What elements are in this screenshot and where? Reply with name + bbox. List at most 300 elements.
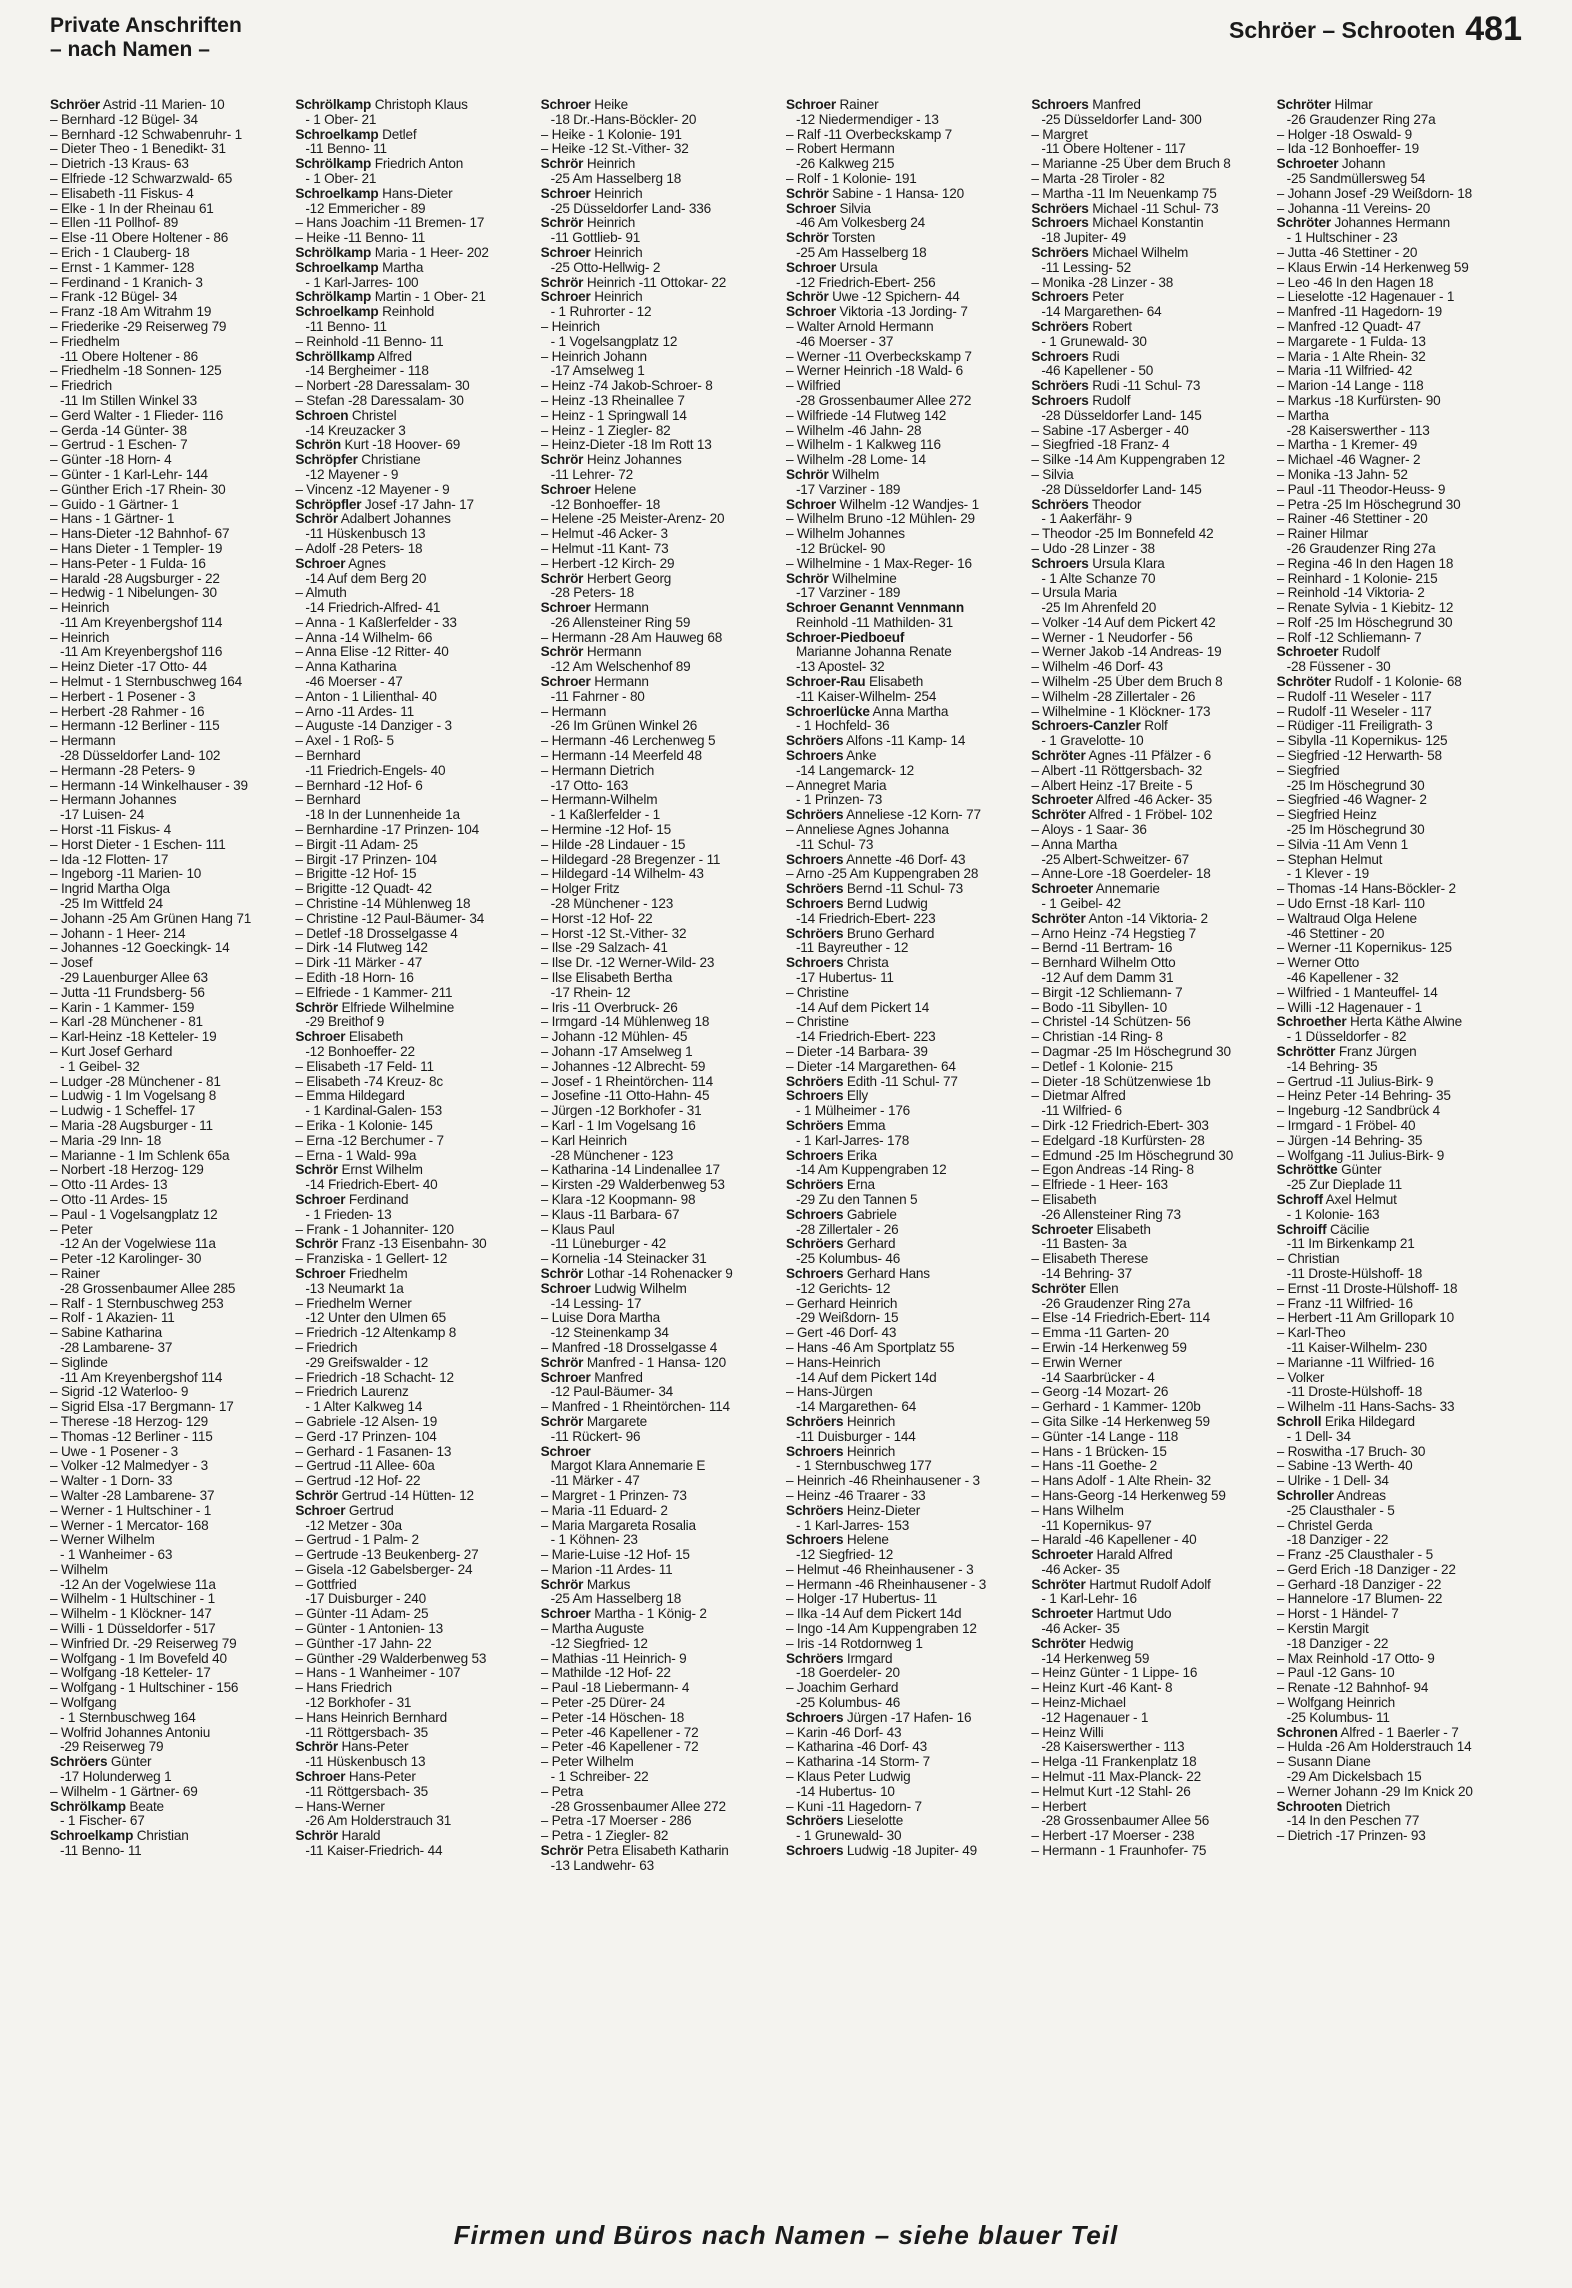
entry-details: Theodor -25 Im Bonnefeld 42 (1042, 527, 1214, 542)
entry-details: Helmut -46 Rheinhausener - 3 (796, 1562, 974, 1577)
entry-details: Rudolf -11 Weseler - 117 (1287, 704, 1432, 719)
entry-details: Leo -46 In den Hagen 18 (1287, 275, 1434, 290)
surname: Schroers (1031, 349, 1089, 364)
directory-entry (786, 572, 1030, 587)
entry-details: Peter -12 Karolinger- 30 (60, 1252, 202, 1267)
directory-entry (541, 1415, 785, 1430)
entry-details: - 1 Karl-Jarres- 178 (795, 1133, 910, 1148)
entry-details: Rainer -46 Stettiner - 20 (1287, 512, 1428, 527)
surname: Schröers (785, 808, 844, 823)
entry-details: Erika (843, 1148, 877, 1163)
directory-entry (295, 409, 539, 424)
entry-details: -12 Borkhofer - 31 (305, 1696, 412, 1711)
entry-details: Bernd Ludwig (843, 897, 928, 912)
directory-entry (541, 749, 785, 764)
entry-details: Emma Hildegard (306, 1089, 405, 1104)
directory-entry (1031, 1445, 1275, 1460)
entry-details: Erich - 1 Clauberg- 18 (60, 245, 190, 260)
directory-entry (295, 1829, 539, 1844)
directory-entry (50, 586, 294, 601)
directory-entry (786, 202, 1030, 217)
directory-entry (1277, 128, 1521, 143)
directory-entry (541, 202, 785, 217)
entry-details: Martha -11 Im Neuenkamp 75 (1042, 186, 1217, 201)
directory-entry (50, 1208, 294, 1223)
entry-details: Ulrike - 1 Dell- 34 (1287, 1474, 1389, 1489)
surname: Schröter (1031, 1636, 1086, 1651)
entry-details: Heike -12 St.-Vither- 32 (551, 142, 689, 157)
directory-entry (1031, 350, 1275, 365)
directory-entry (50, 498, 294, 513)
directory-entry (50, 897, 294, 912)
directory-column-5 (1031, 98, 1275, 2208)
entry-details: - 1 Sternbuschweg 164 (60, 1710, 196, 1725)
entry-details: Heinz Günter - 1 Lippe- 16 (1042, 1666, 1198, 1681)
entry-details: -11 Im Stillen Winkel 33 (60, 393, 197, 408)
directory-entry (786, 1163, 1030, 1178)
entry-details: Friedrich Laurenz (306, 1385, 409, 1400)
directory-entry (1277, 1149, 1521, 1164)
directory-entry (1277, 734, 1521, 749)
surname: Schrör (295, 1000, 338, 1015)
directory-entry (50, 779, 294, 794)
directory-entry (541, 956, 785, 971)
entry-details: Marianne - 1 Im Schlenk 65a (60, 1148, 230, 1163)
entry-details: Ida -12 Bonhoeffer- 19 (1287, 142, 1419, 157)
directory-entry (50, 705, 294, 720)
directory-entry (1277, 719, 1521, 734)
entry-details: Hilde -28 Lindauer - 15 (551, 837, 686, 852)
directory-entry (541, 1726, 785, 1741)
directory-entry (786, 1800, 1030, 1815)
directory-entry (1031, 1400, 1275, 1415)
directory-entry (1277, 320, 1521, 335)
directory-entry (1277, 1578, 1521, 1593)
entry-details: Kurt -18 Hoover- 69 (340, 438, 461, 453)
directory-entry (50, 631, 294, 646)
entry-details: Jutta -46 Stettiner - 20 (1287, 245, 1418, 260)
directory-entry (541, 1785, 785, 1800)
entry-details: -46 Stettiner - 20 (1286, 926, 1385, 941)
entry-details: - 1 Fischer- 67 (60, 1814, 145, 1829)
entry-details: Martha (1287, 408, 1329, 423)
directory-entry (541, 572, 785, 587)
surname: Schroer (540, 245, 591, 260)
entry-details: Anke (843, 749, 877, 764)
entry-details: Margot Klara Annemarie E (550, 1459, 706, 1474)
entry-details: Werner -11 Overbeckskamp 7 (796, 349, 972, 364)
entry-details: Günter -18 Horn- 4 (60, 453, 172, 468)
directory-entry (50, 793, 294, 808)
directory-entry (50, 971, 294, 986)
directory-entry (50, 1297, 294, 1312)
directory-entry (541, 616, 785, 631)
directory-entry (786, 1237, 1030, 1252)
entry-details: Elisabeth -74 Kreuz- 8c (306, 1074, 443, 1089)
entry-details: Hans-Georg -14 Herkenweg 59 (1042, 1488, 1226, 1503)
directory-entry (50, 512, 294, 527)
entry-details: Hermann-Wilhelm (551, 793, 658, 808)
entry-details: Karin - 1 Kammer- 159 (60, 1000, 195, 1015)
entry-details: Christian -14 Ring- 8 (1042, 1030, 1163, 1045)
directory-entry (295, 749, 539, 764)
entry-details: Anton -14 Viktoria- 2 (1085, 911, 1208, 926)
directory-entry (786, 971, 1030, 986)
directory-entry (541, 1015, 785, 1030)
entry-details: Dietrich -13 Kraus- 63 (60, 157, 189, 172)
directory-entry (50, 1430, 294, 1445)
surname: Schrooten (1276, 1799, 1343, 1814)
entry-details: Ilse -29 Salzach- 41 (551, 941, 668, 956)
entry-details: Maria -29 Inn- 18 (60, 1133, 162, 1148)
entry-details: Peter (1088, 290, 1124, 305)
entry-details: Margarete (583, 1414, 648, 1429)
entry-details: Robert Hermann (796, 142, 895, 157)
entry-details: Karl-Heinz -18 Ketteler- 19 (60, 1030, 217, 1045)
surname: Schrör (540, 645, 584, 660)
entry-details: Markus -18 Kurfürsten- 90 (1287, 393, 1441, 408)
directory-entry (295, 675, 539, 690)
entry-details: -25 Im Wittfeld 24 (60, 897, 163, 912)
entry-details: -11 Lüneburger - 42 (550, 1237, 667, 1252)
entry-details: -17 Varziner - 189 (795, 482, 901, 497)
surname: Schröter (1031, 911, 1086, 926)
entry-details: Rolf - 1 Kolonie- 191 (796, 171, 917, 186)
directory-entry (1031, 1592, 1275, 1607)
entry-details: Auguste -14 Danziger - 3 (305, 719, 452, 734)
surname: Schroer (785, 305, 836, 320)
surname: Schroiff (1276, 1222, 1327, 1237)
directory-entry (1031, 897, 1275, 912)
entry-details: -14 Bergheimer - 118 (305, 364, 429, 379)
directory-entry (1031, 1311, 1275, 1326)
entry-details: Hermann - 1 Fraunhofer- 75 (1042, 1844, 1207, 1859)
surname: Schroelkamp (295, 127, 379, 142)
entry-details: Therese -18 Herzog- 129 (60, 1414, 208, 1429)
entry-details: Gertrud - 1 Palm- 2 (306, 1533, 419, 1548)
directory-entry (1031, 572, 1275, 587)
entry-details: Hans-Peter - 1 Fulda- 16 (60, 556, 206, 571)
directory-entry (1277, 1770, 1521, 1785)
directory-entry (541, 1267, 785, 1282)
entry-details: Reinhold -11 Mathilden- 31 (795, 615, 953, 630)
entry-details: -11 Kaiser-Wilhelm- 254 (795, 689, 937, 704)
entry-details: Ferdinand - 1 Kranich- 3 (60, 275, 203, 290)
entry-details: Max Reinhold -17 Otto- 9 (1287, 1651, 1435, 1666)
directory-entry (1277, 823, 1521, 838)
directory-entry (541, 986, 785, 1001)
directory-entry (1031, 468, 1275, 483)
directory-entry (786, 1178, 1030, 1193)
directory-entry (541, 1519, 785, 1534)
surname: Schroers (785, 1266, 844, 1281)
surname: Schrötter (1276, 1045, 1336, 1059)
entry-details: Hans-Dieter -12 Bahnhof- 67 (60, 527, 230, 542)
entry-details: -12 Mayener - 9 (305, 467, 399, 482)
directory-entry (1031, 986, 1275, 1001)
entry-details: Herbert -11 Am Grillopark 10 (1287, 1311, 1454, 1326)
directory-entry (1277, 1104, 1521, 1119)
directory-entry (1277, 645, 1521, 660)
directory-entry (1031, 586, 1275, 601)
directory-entry (541, 1607, 785, 1622)
entry-details: Gertrud (345, 1503, 394, 1518)
directory-entry (786, 616, 1030, 631)
surname: Schroer (295, 556, 346, 571)
entry-details: -11 Märker - 47 (550, 1474, 640, 1489)
directory-entry (50, 838, 294, 853)
entry-details: Hartmut Udo (1092, 1607, 1172, 1622)
entry-details: Christine -14 Mühlenweg 18 (306, 897, 471, 912)
entry-details: Siegfried -12 Herwarth- 58 (1287, 749, 1442, 764)
entry-details: Edmund -25 Im Höschegrund 30 (1042, 1148, 1234, 1163)
entry-details: Johann -17 Amselweg 1 (551, 1045, 693, 1059)
directory-entry (786, 690, 1030, 705)
entry-details: -46 Am Volkesberg 24 (795, 216, 925, 231)
directory-entry (295, 1696, 539, 1711)
surname: Schrör (540, 1414, 584, 1429)
entry-details: Hans - 1 Gärtner- 1 (60, 512, 175, 527)
entry-details: Albert -11 Röttgersbach- 32 (1041, 763, 1203, 778)
directory-entry (1277, 867, 1521, 882)
entry-details: Volker (1287, 1370, 1325, 1385)
entry-details: Dietrich -17 Prinzen- 93 (1287, 1829, 1426, 1844)
surname: Schroer (295, 1503, 346, 1518)
entry-details: Heike (590, 98, 628, 112)
directory-entry (295, 1814, 539, 1829)
entry-details: Michael Wilhelm (1088, 245, 1189, 260)
entry-details: Wilhelm - 1 Hultschiner - 1 (60, 1592, 215, 1607)
directory-entry (541, 1134, 785, 1149)
directory-entry (786, 675, 1030, 690)
directory-entry (541, 1385, 785, 1400)
directory-entry (786, 1089, 1030, 1104)
entry-details: Hulda -26 Am Holderstrauch 14 (1287, 1740, 1472, 1755)
entry-details: Gerhard - 1 Kammer- 120b (1042, 1400, 1201, 1415)
entry-details: Wilfriede -14 Flutweg 142 (796, 408, 947, 423)
directory-entry (1277, 1400, 1521, 1415)
entry-details: Luise Dora Martha (551, 1311, 661, 1326)
directory-entry (1277, 1622, 1521, 1637)
entry-details: -25 Am Hasselberg 18 (795, 245, 927, 260)
entry-details: Thomas -14 Hans-Böckler- 2 (1287, 882, 1456, 897)
directory-entry (295, 1592, 539, 1607)
directory-entry (1277, 231, 1521, 246)
entry-details: Günter (1337, 1163, 1382, 1178)
entry-details: Anna -14 Wilhelm- 66 (305, 630, 433, 645)
surname: Schrör (540, 453, 584, 468)
directory-entry (295, 305, 539, 320)
entry-details: -12 Metzer - 30a (305, 1518, 402, 1533)
directory-entry (786, 142, 1030, 157)
directory-entry (1277, 1163, 1521, 1178)
directory-entry (1031, 276, 1275, 291)
directory-entry (786, 1104, 1030, 1119)
entry-details: Ida -12 Flotten- 17 (60, 852, 169, 867)
entry-details: -26 Graudenzer Ring 27a (1286, 112, 1436, 127)
entry-details: Uwe - 1 Posener - 3 (60, 1444, 179, 1459)
directory-entry (295, 320, 539, 335)
directory-entry (786, 1385, 1030, 1400)
entry-details: Elisabeth -11 Fiskus- 4 (60, 186, 194, 201)
entry-details: Wilhelm - 1 Kalkweg 116 (796, 438, 941, 453)
directory-entry (295, 616, 539, 631)
directory-entry (50, 1311, 294, 1326)
entry-details: -14 Auf dem Pickert 14 (795, 1000, 930, 1015)
surname: Schroelkamp (295, 305, 379, 320)
directory-entry (786, 1814, 1030, 1829)
directory-entry (1277, 1089, 1521, 1104)
entry-details: -14 Hubertus- 10 (795, 1784, 895, 1799)
directory-entry (50, 1252, 294, 1267)
surname: Schroether (1276, 1015, 1347, 1030)
surname: Schroer (540, 1607, 591, 1622)
directory-entry (786, 1548, 1030, 1563)
entry-details: -13 Neumarkt 1a (305, 1281, 404, 1296)
directory-entry (1031, 246, 1275, 261)
entry-details: -11 Obere Holtener - 117 (1041, 142, 1186, 157)
entry-details: Katharina -14 Storm- 7 (796, 1755, 931, 1770)
directory-entry (295, 1326, 539, 1341)
directory-entry (1277, 1326, 1521, 1341)
entry-details: Hermann -28 Am Hauweg 68 (551, 630, 723, 645)
entry-details: Martha Auguste (551, 1622, 645, 1637)
directory-entry (541, 1326, 785, 1341)
entry-details: Josefine -11 Otto-Hahn- 45 (551, 1089, 710, 1104)
entry-details: -29 Reiserweg 79 (60, 1740, 164, 1755)
surname: Schroen (295, 408, 349, 423)
directory-entry (295, 1267, 539, 1282)
directory-entry (50, 867, 294, 882)
directory-entry (50, 1711, 294, 1726)
entry-details: Helmut -46 Acker- 3 (551, 527, 668, 542)
surname: Schroer (540, 601, 591, 616)
entry-details: -18 Jupiter- 49 (1041, 231, 1126, 246)
directory-entry (1277, 1385, 1521, 1400)
entry-details: Emma (843, 1118, 886, 1133)
directory-entry (50, 113, 294, 128)
directory-entry (1277, 216, 1521, 231)
directory-entry (1277, 1223, 1521, 1238)
directory-entry (1031, 1533, 1275, 1548)
entry-details: Horst - 1 Händel- 7 (1287, 1607, 1399, 1622)
entry-details: -18 Dr.-Hans-Böckler- 20 (550, 112, 697, 127)
directory-entry (1031, 1681, 1275, 1696)
entry-details: - 1 Prinzen- 73 (795, 793, 883, 808)
directory-entry (295, 468, 539, 483)
directory-entry (295, 719, 539, 734)
surname: Schroff (1276, 1192, 1323, 1207)
entry-details: Paul -12 Gans- 10 (1287, 1666, 1395, 1681)
entry-details: Manfred (590, 1370, 643, 1385)
entry-details: Heinrich (843, 1414, 896, 1429)
entry-details: Manfred -11 Hagedorn- 19 (1287, 305, 1442, 320)
entry-details: Viktoria -13 Jording- 7 (835, 305, 968, 320)
directory-entry (786, 1415, 1030, 1430)
directory-entry (1031, 1578, 1275, 1593)
directory-entry (1277, 1740, 1521, 1755)
directory-entry (295, 1533, 539, 1548)
entry-details: -28 Grossenbaumer Allee 285 (60, 1281, 236, 1296)
directory-entry (50, 1622, 294, 1637)
entry-details: Martha - 1 König- 2 (590, 1607, 707, 1622)
entry-details: Gerhard - 1 Fasanen- 13 (306, 1444, 452, 1459)
directory-entry (786, 394, 1030, 409)
directory-entry (50, 912, 294, 927)
directory-entry (295, 853, 539, 868)
directory-entry (786, 350, 1030, 365)
directory-entry (50, 216, 294, 231)
entry-details: -11 Gottlieb- 91 (550, 231, 641, 246)
directory-entry (1031, 527, 1275, 542)
entry-details: -14 Auf dem Berg 20 (305, 571, 427, 586)
directory-entry (50, 1089, 294, 1104)
directory-entry (295, 483, 539, 498)
directory-entry (786, 1060, 1030, 1075)
entry-details: -28 Düsseldorfer Land- 145 (1041, 408, 1202, 423)
surname: Schroer (540, 675, 591, 690)
directory-entry (786, 867, 1030, 882)
entry-details: Ludwig - 1 Im Vogelsang 8 (60, 1089, 217, 1104)
entry-details: Gabriele -12 Alsen- 19 (306, 1414, 438, 1429)
surname: Schrör (785, 186, 829, 201)
directory-entry (295, 157, 539, 172)
entry-details: Ilse Elisabeth Bertha (551, 971, 673, 986)
directory-entry (295, 172, 539, 187)
directory-entry (295, 1134, 539, 1149)
entry-details: Johann (1338, 157, 1386, 172)
directory-entry (541, 527, 785, 542)
directory-entry (1031, 1563, 1275, 1578)
directory-entry (541, 1445, 785, 1460)
surname: Schröttke (1276, 1163, 1338, 1178)
directory-entry (1031, 379, 1275, 394)
entry-details: Ludger -28 Münchener - 81 (60, 1074, 221, 1089)
entry-details: Wilhelm - 1 Klöckner- 147 (60, 1607, 212, 1622)
directory-entry (786, 1770, 1030, 1785)
entry-details: Monika -28 Linzer - 38 (1042, 275, 1174, 290)
entry-details: Hans-Heinrich (796, 1355, 881, 1370)
entry-details: Karl-Theo (1287, 1326, 1346, 1341)
surname: Schroeter (1031, 1607, 1093, 1622)
entry-details: Siegfried (1287, 763, 1340, 778)
entry-details: Hermine -12 Hof- 15 (551, 823, 671, 838)
directory-entry (1277, 1814, 1521, 1829)
entry-details: Gerhard -18 Danziger - 22 (1287, 1577, 1442, 1592)
entry-details: Hermann -46 Rheinhausener - 3 (796, 1577, 987, 1592)
directory-entry (50, 853, 294, 868)
directory-entry (786, 1119, 1030, 1134)
entry-details: Hermann -12 Berliner - 115 (60, 719, 220, 734)
surname: Schröpfler (295, 497, 362, 512)
entry-details: - 1 Grunewald- 30 (1041, 334, 1147, 349)
directory-entry (786, 912, 1030, 927)
entry-details: Elfriede -12 Schwarzwald- 65 (60, 171, 233, 186)
entry-details: Peter -46 Kapellener - 72 (551, 1725, 699, 1740)
surname: Schroller (1276, 1488, 1334, 1503)
directory-entry (786, 838, 1030, 853)
directory-entry (786, 1030, 1030, 1045)
entry-details: Rudolf (1088, 393, 1131, 408)
entry-details: Helene (843, 1533, 889, 1548)
entry-details: Hermann -28 Peters- 9 (60, 763, 195, 778)
entry-details: Günter - 1 Antonien- 13 (306, 1622, 443, 1637)
entry-details: -14 Herkenweg 59 (1041, 1651, 1150, 1666)
directory-entry (541, 1163, 785, 1178)
entry-details: Uwe -12 Spichern- 44 (828, 290, 960, 305)
directory-entry (295, 1548, 539, 1563)
entry-details: Friedrich (60, 379, 113, 394)
